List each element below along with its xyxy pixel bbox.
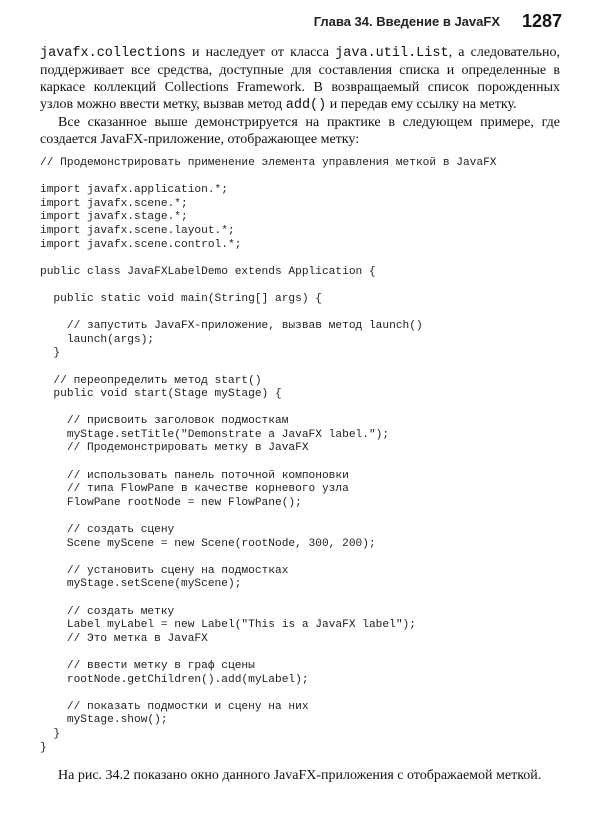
code-line: } [40, 727, 61, 740]
code-line: // Продемонстрировать применение элемента управления меткой в JavaFX [40, 157, 497, 169]
code-blank-line [40, 646, 560, 660]
code-line: // показать подмостки и сцену на них [40, 700, 309, 713]
code-line: Scene myScene = new Scene(rootNode, 300, 200); [40, 537, 376, 550]
code-line: // Это метка в JavaFX [40, 632, 208, 645]
code-line: public void start(Stage myStage) { [40, 388, 282, 401]
code-line: public static void main(String[] args) { [40, 292, 322, 305]
chapter-title: Глава 34. Введение в JavaFX [313, 14, 500, 29]
code-blank-line [40, 592, 560, 606]
footer-paragraph: На рис. 34.2 показано окно данного JavaFX-приложения с отображаемой меткой. [58, 768, 542, 783]
page-header [0, 11, 562, 35]
code-line: // типа FlowPane в качестве корневого узла [40, 483, 349, 496]
code-line: myStage.show(); [40, 714, 168, 727]
inline-code: javafx.collections [40, 46, 186, 61]
text-run: , а следовательно, поддерживает все средства, доступные для составления списка и определенные в каркасе коллекций Collections Framework. В возвращаемый список порожденных узлов можно ввести метку, вызвав метод [40, 45, 560, 112]
code-blank-line [40, 307, 560, 321]
paragraph-1 [40, 44, 560, 114]
code-listing [40, 157, 560, 755]
code-line: import javafx.application.*; [40, 184, 228, 197]
code-line: import javafx.stage.*; [40, 211, 188, 224]
intro-text [40, 44, 560, 148]
code-blank-line [40, 402, 560, 416]
code-blank-line [40, 510, 560, 524]
code-blank-line [40, 456, 560, 470]
code-line: import javafx.scene.*; [40, 197, 188, 210]
code-line: // запустить JavaFX-приложение, вызвав метод launch() [40, 320, 423, 333]
code-line: myStage.setTitle("Demonstrate a JavaFX label."); [40, 428, 390, 441]
code-line: // Продемонстрировать метку в JavaFX [40, 442, 309, 455]
code-blank-line [40, 279, 560, 293]
code-line: // установить сцену на подмостках [40, 564, 289, 577]
code-line: FlowPane rootNode = new FlowPane(); [40, 496, 302, 509]
page-number: 1287 [521, 11, 562, 31]
text-run: и передав ему ссылку на метку. [326, 97, 517, 112]
paragraph-2: Все сказанное выше демонстрируется на практике в следующем примере, где создается JavaFX-приложение, отображающее метку: [40, 115, 560, 147]
inline-code: add() [285, 98, 327, 113]
code-line: // создать метку [40, 605, 175, 618]
code-line: // создать сцену [40, 524, 175, 537]
code-line: } [40, 741, 47, 754]
code-line: Label myLabel = new Label("This is a JavaFX label"); [40, 619, 416, 632]
code-line: // присвоить заголовок подмосткам [40, 415, 289, 428]
inline-code: java.util.List [335, 46, 449, 61]
code-line: public class JavaFXLabelDemo extends Application { [40, 265, 376, 278]
code-line: myStage.setScene(myScene); [40, 578, 242, 591]
text-run: и наследует от класса [185, 45, 336, 60]
code-line: // переопределить метод start() [40, 374, 262, 387]
code-line: } [40, 347, 61, 360]
code-blank-line [40, 252, 560, 266]
code-line: import javafx.scene.control.*; [40, 238, 242, 251]
code-line: import javafx.scene.layout.*; [40, 224, 235, 237]
code-blank-line [40, 171, 560, 185]
code-line: launch(args); [40, 333, 155, 346]
code-line: // использовать панель поточной компоновки [40, 469, 349, 482]
code-line: rootNode.getChildren().add(myLabel); [40, 673, 309, 686]
code-blank-line [40, 687, 560, 701]
code-line: // ввести метку в граф сцены [40, 659, 255, 672]
code-blank-line [40, 361, 560, 375]
code-blank-line [40, 551, 560, 565]
